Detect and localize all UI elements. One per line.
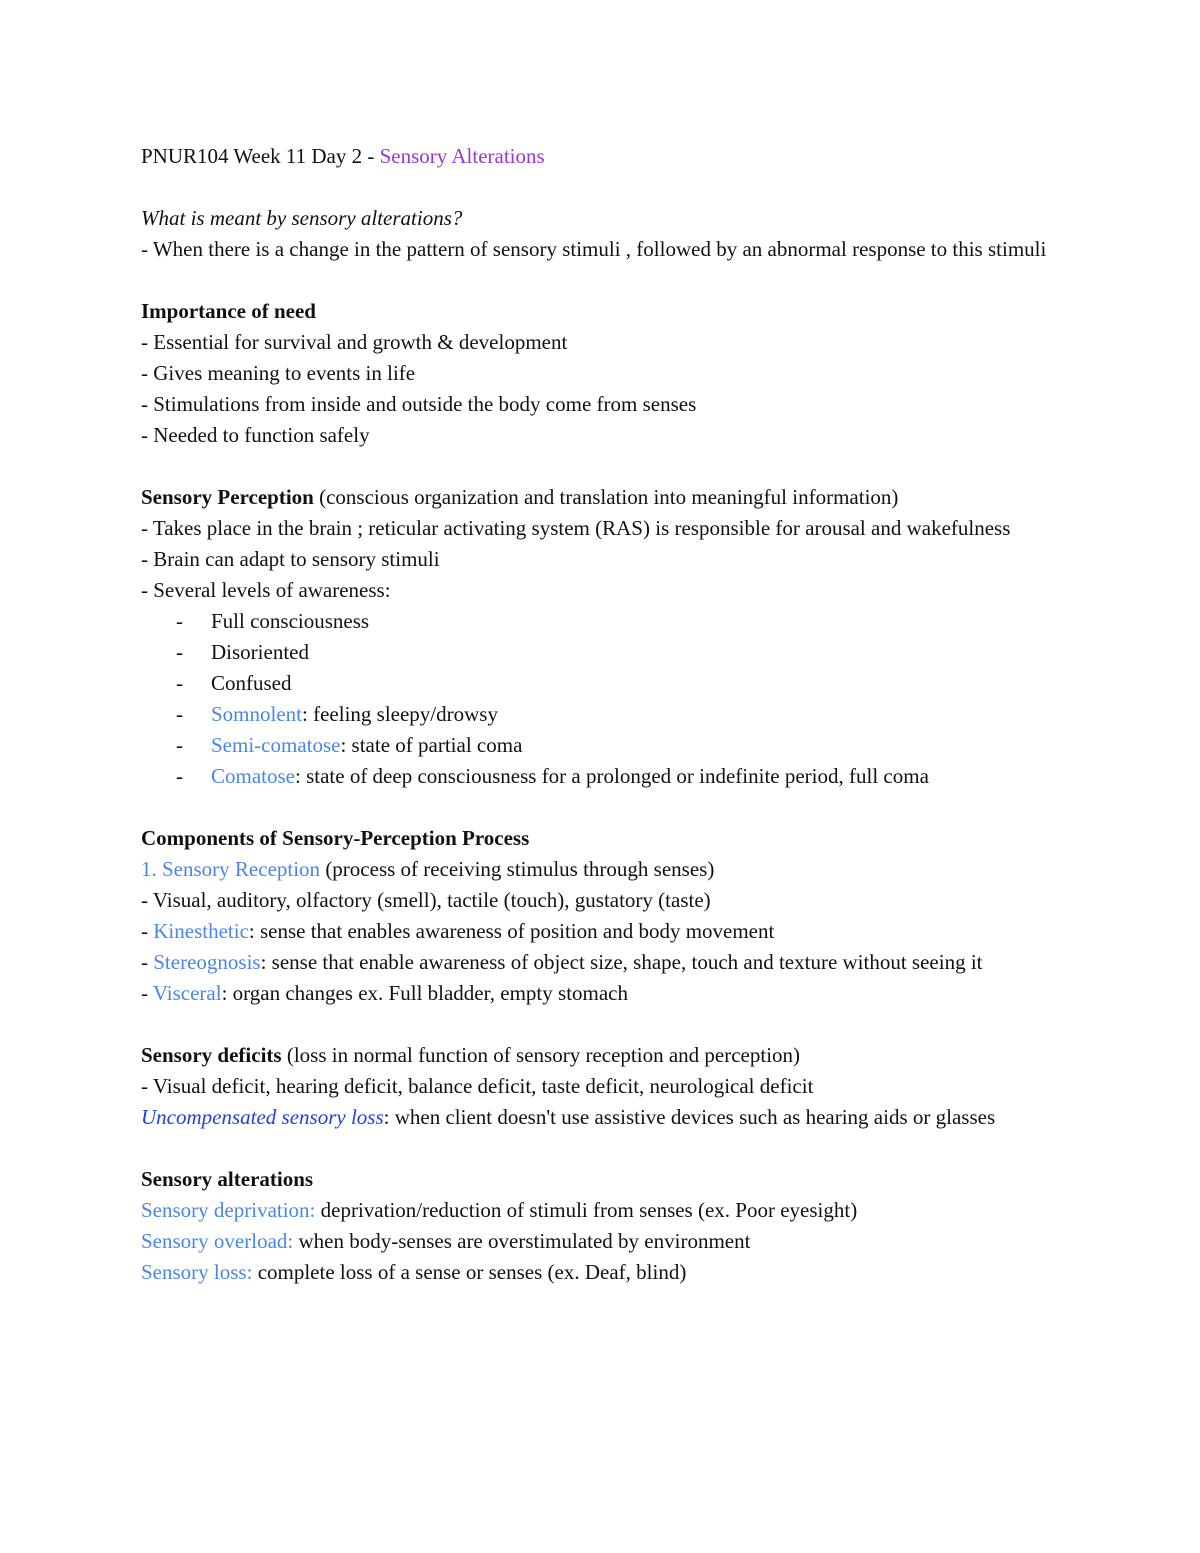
component-item: [141, 947, 1060, 978]
uncompensated-line: [141, 1102, 1060, 1133]
component-prefix: -: [141, 919, 154, 943]
awareness-level-item: [141, 730, 1060, 761]
senses-line: - Visual, auditory, olfactory (smell), tactile (touch), gustatory (taste): [141, 888, 711, 912]
awareness-levels-list: [141, 606, 1060, 792]
document-title: [141, 141, 1060, 172]
awareness-level-term: Semi-comatose: [211, 733, 341, 757]
component-text: : organ changes ex. Full bladder, empty stomach: [221, 981, 629, 1005]
alterations-heading: Sensory alterations: [141, 1167, 314, 1191]
component-text: : sense that enable awareness of object size, shape, touch and texture without seeing it: [260, 950, 983, 974]
perception-item: - Brain can adapt to sensory stimuli: [141, 547, 440, 571]
components-heading: Components of Sensory-Perception Process: [141, 826, 530, 850]
component-item: [141, 916, 1060, 947]
alteration-term: Sensory loss:: [141, 1260, 253, 1284]
alteration-term: Sensory deprivation:: [141, 1198, 316, 1222]
perception-item: - Takes place in the brain ; reticular activating system (RAS) is responsible for arousal and wakefulness: [141, 516, 1011, 540]
alteration-item: [141, 1226, 1060, 1257]
awareness-level-term: Somnolent: [211, 702, 303, 726]
awareness-level-text: : state of deep consciousness for a prolonged or indefinite period, full coma: [295, 764, 929, 788]
component-term: Visceral: [152, 981, 222, 1005]
sensory-reception-line: [141, 854, 1060, 885]
awareness-level-text: Disoriented: [211, 640, 309, 664]
component-term: Kinesthetic: [153, 919, 249, 943]
perception-heading-note: (conscious organization and translation into meaningful information): [313, 485, 899, 509]
deficits-line: - Visual deficit, hearing deficit, balance deficit, taste deficit, neurological deficit: [141, 1074, 814, 1098]
importance-item: - Stimulations from inside and outside the body come from senses: [141, 392, 697, 416]
perception-item: - Several levels of awareness:: [141, 578, 391, 602]
awareness-level-item: [141, 606, 1060, 637]
importance-item: - Gives meaning to events in life: [141, 361, 416, 385]
alteration-item: [141, 1195, 1060, 1226]
awareness-level-item: [141, 699, 1060, 730]
uncompensated-term: Uncompensated sensory loss: [141, 1105, 384, 1129]
list-dash: -: [176, 702, 183, 726]
sensory-reception-note: (process of receiving stimulus through senses): [320, 857, 715, 881]
list-dash: -: [176, 640, 183, 664]
component-prefix: -: [141, 981, 153, 1005]
alteration-term: Sensory overload:: [141, 1229, 294, 1253]
awareness-level-text: Full consciousness: [211, 609, 370, 633]
intro-question: What is meant by sensory alterations?: [141, 206, 463, 230]
awareness-level-text: Confused: [211, 671, 292, 695]
importance-item: - Essential for survival and growth & development: [141, 330, 568, 354]
sensory-reception-term: 1. Sensory Reception: [141, 857, 321, 881]
importance-heading: Importance of need: [141, 299, 316, 323]
alteration-text: complete loss of a sense or senses (ex. Deaf, blind): [252, 1260, 687, 1284]
list-dash: -: [176, 671, 183, 695]
list-dash: -: [176, 764, 183, 788]
component-term: Stereognosis: [153, 950, 261, 974]
component-item: [141, 978, 1060, 1009]
title-prefix: PNUR104 Week 11 Day 2 -: [141, 144, 380, 168]
alteration-text: when body-senses are overstimulated by environment: [293, 1229, 751, 1253]
deficits-heading: Sensory deficits: [141, 1043, 282, 1067]
intro-answer: - When there is a change in the pattern of sensory stimuli , followed by an abnormal response to this stimuli: [141, 237, 1047, 261]
deficits-heading-line: [141, 1040, 1060, 1071]
importance-item: - Needed to function safely: [141, 423, 370, 447]
awareness-level-text: : feeling sleepy/drowsy: [302, 702, 498, 726]
deficits-heading-note: (loss in normal function of sensory reception and perception): [281, 1043, 801, 1067]
awareness-level-item: [141, 761, 1060, 792]
awareness-level-item: [141, 637, 1060, 668]
alteration-text: deprivation/reduction of stimuli from senses (ex. Poor eyesight): [315, 1198, 858, 1222]
component-prefix: -: [141, 950, 154, 974]
awareness-level-term: Comatose: [211, 764, 295, 788]
component-text: : sense that enables awareness of position and body movement: [248, 919, 775, 943]
title-topic: Sensory Alterations: [379, 144, 545, 168]
uncompensated-text: : when client doesn't use assistive devices such as hearing aids or glasses: [383, 1105, 996, 1129]
awareness-level-text: : state of partial coma: [340, 733, 523, 757]
alteration-item: [141, 1257, 1060, 1288]
awareness-level-item: [141, 668, 1060, 699]
list-dash: -: [176, 609, 183, 633]
list-dash: -: [176, 733, 183, 757]
perception-heading-line: [141, 482, 1060, 513]
perception-heading: Sensory Perception: [141, 485, 314, 509]
